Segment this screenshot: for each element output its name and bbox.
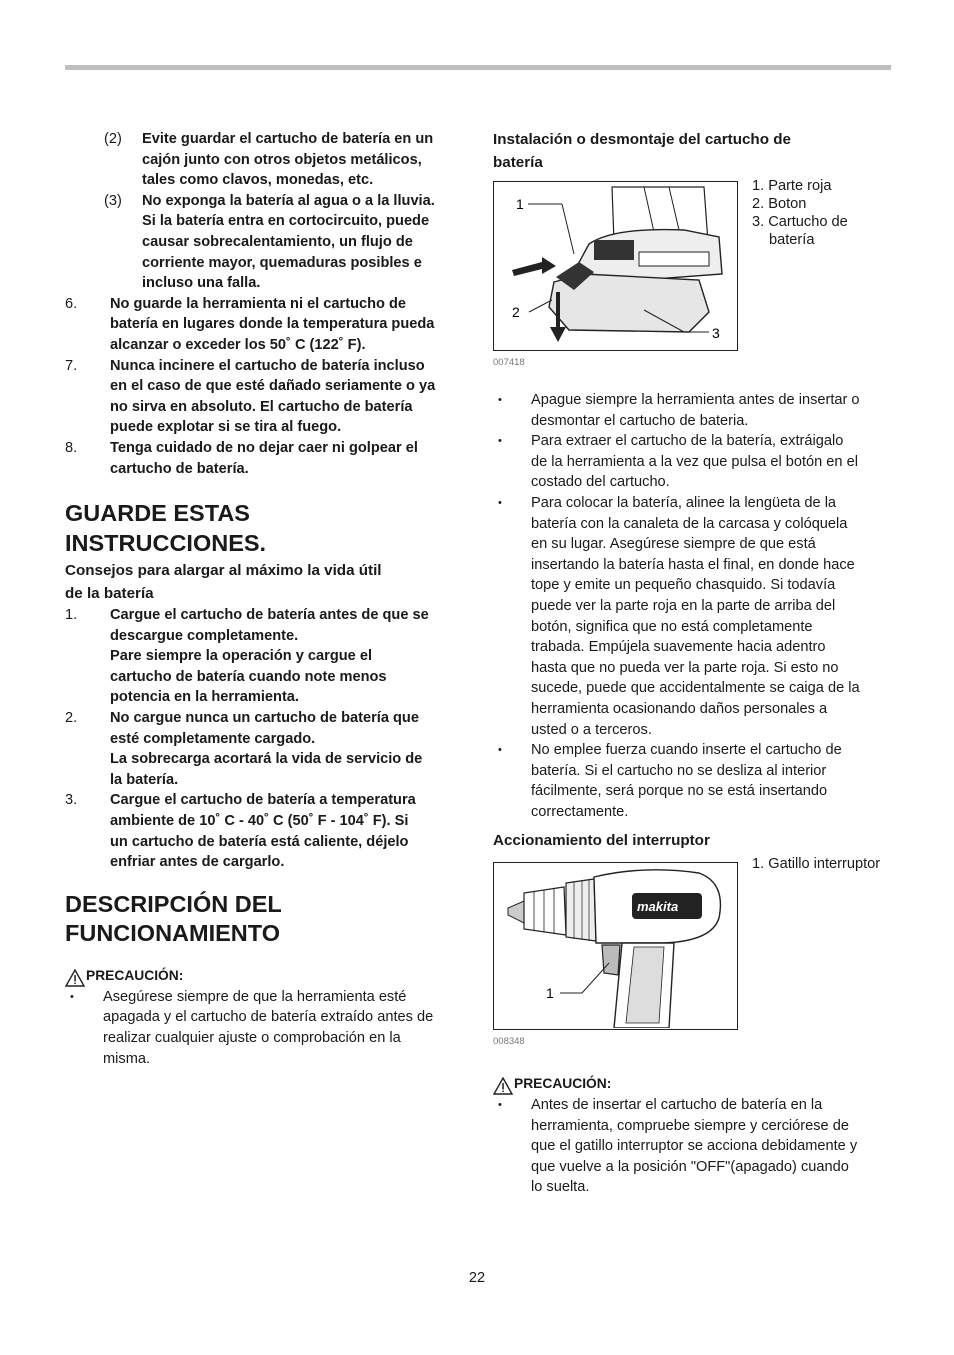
list-item: [65, 191, 462, 294]
warning-icon: [493, 1077, 513, 1095]
item-number: 2.: [65, 710, 78, 727]
text-line: Para extraer el cartucho de la batería, extráigalo: [531, 433, 844, 450]
legend-item: 1. Parte roja: [752, 178, 832, 194]
text-line: Evite guardar el cartucho de batería en un: [142, 131, 434, 147]
battery-illustration: [494, 182, 737, 349]
item-text: [142, 191, 462, 294]
bullet-item: [65, 987, 462, 1069]
list-item: [65, 708, 462, 790]
heading-line: Consejos para alargar al máximo la vida útil: [65, 562, 382, 580]
subsection-heading: Accionamiento del interruptor: [493, 832, 710, 850]
list-item: [65, 790, 462, 872]
item-number: 7.: [65, 357, 78, 374]
text-line: insertando la batería hasta el final, en donde hace: [531, 556, 855, 573]
text-line: en su lugar. Asegúrese siempre de que está: [531, 536, 816, 553]
figure-legend: [752, 177, 891, 249]
caution-label: PRECAUCIÓN:: [86, 968, 184, 984]
text-line: apagada y el cartucho de batería extraído antes de: [103, 1009, 434, 1026]
numbered-list: [65, 294, 462, 479]
list-item: [65, 294, 462, 356]
bullet-text: [531, 493, 891, 740]
list-item: [65, 356, 462, 438]
heading-line: batería: [493, 153, 543, 171]
text-line: lo suelta.: [531, 1179, 590, 1196]
callout-label: 1: [516, 196, 524, 212]
item-text: [142, 129, 462, 191]
item-number: 3.: [65, 792, 78, 809]
text-line: hasta que no pueda ver la parte roja. Si esto no: [531, 659, 839, 676]
section-heading: [65, 890, 462, 949]
figure-code: 008348: [493, 1035, 525, 1047]
text-line: Pare siempre la operación y cargue el: [110, 648, 373, 665]
text-line: No exponga la batería al agua o a la lluvia.: [142, 192, 435, 209]
text-line: cartucho de batería.: [110, 460, 249, 477]
heading-line: GUARDE ESTAS: [65, 500, 250, 527]
figure-frame: [493, 862, 738, 1030]
text-line: Nunca incinere el cartucho de batería incluso: [110, 357, 425, 374]
text-line: alcanzar o exceder los 50˚ C (122˚ F).: [110, 336, 366, 353]
text-line: herramienta, compruebe siempre y cerciórese de: [531, 1117, 849, 1134]
text-line: puede explotar si se tira al fuego.: [110, 419, 342, 436]
bullet-text: [531, 431, 891, 493]
text-line: sucede, puede que accidentalmente se caiga de la: [531, 680, 860, 697]
bullet-item: [493, 740, 891, 822]
text-line: que vuelve a la posición "OFF"(apagado) cuando: [531, 1158, 849, 1175]
text-line: misma.: [103, 1050, 151, 1067]
text-line: realizar cualquier ajuste o comprobación en la: [103, 1030, 401, 1046]
legend-item: 1. Gatillo interruptor: [752, 855, 881, 872]
text-line: en el caso de que esté dañado seriamente o ya: [110, 378, 436, 395]
bullet-dot: •: [70, 990, 74, 1003]
text-line: batería. Si el cartucho no se desliza al interior: [531, 762, 827, 779]
text-line: no sirva en absoluto. El cartucho de batería: [110, 398, 413, 415]
figure-battery-install: [493, 174, 891, 368]
text-line: Apague siempre la herramienta antes de insertar o: [531, 392, 860, 408]
list-item: [65, 129, 462, 191]
text-line: esté completamente cargado.: [110, 730, 316, 747]
text-line: la batería.: [110, 771, 179, 788]
caution-heading: [493, 1073, 891, 1095]
callout-label: 2: [512, 304, 520, 320]
item-number: (3): [104, 192, 122, 209]
page-number: 22: [468, 1270, 486, 1286]
figure-switch: [493, 853, 891, 1053]
bullet-list: [493, 390, 891, 822]
text-line: batería en lugares donde la temperatura pueda: [110, 316, 435, 333]
text-line: desmontar el cartucho de bateria.: [531, 412, 749, 429]
heading-line: INSTRUCCIONES.: [65, 529, 267, 556]
text-line: tales como clavos, monedas, etc.: [142, 172, 374, 189]
bullet-item: [493, 431, 891, 493]
item-text: [110, 438, 462, 479]
text-line: ambiente de 10˚ C - 40˚ C (50˚ F - 104˚ F). Si: [110, 813, 409, 830]
text-line: botón, significa que no está completamente: [531, 618, 813, 635]
heading-line: DESCRIPCIÓN DEL: [65, 890, 282, 917]
caution-label: PRECAUCIÓN:: [514, 1076, 612, 1092]
list-item: [65, 605, 462, 708]
text-line: incluso una falla.: [142, 275, 261, 292]
warning-icon: [65, 969, 85, 987]
text-line: Para colocar la batería, alinee la lengüeta de la: [531, 494, 837, 511]
bullet-item: [493, 390, 891, 431]
caution-heading: [65, 965, 462, 987]
bullet-text: [531, 390, 891, 431]
bullet-text: [103, 987, 462, 1069]
text-line: cajón junto con otros objetos metálicos,: [142, 151, 422, 168]
callout-label: 1: [546, 984, 554, 1001]
text-line: fácilmente, será porque no se está insertando: [531, 783, 828, 800]
legend-item: 3. Cartucho de batería: [752, 214, 848, 248]
bullet-dot: •: [498, 1098, 502, 1111]
bullet-item: [493, 1095, 891, 1198]
bullet-text: [531, 740, 891, 822]
text-line: puede ver la parte roja en la parte de arriba del: [531, 597, 836, 614]
text-line: enfriar antes de cargarlo.: [110, 854, 285, 871]
text-line: usted o a terceros.: [531, 721, 652, 738]
text-line: Asegúrese siempre de que la herramienta esté: [103, 988, 407, 1005]
text-line: herramienta ocasionando daños personales a: [531, 700, 828, 717]
text-line: Si la batería entra en cortocircuito, puede: [142, 213, 430, 230]
drill-illustration: [494, 863, 737, 1028]
text-line: causar sobrecalentamiento, un flujo de: [142, 233, 413, 250]
item-text: [110, 356, 462, 438]
text-line: No cargue nunca un cartucho de batería que: [110, 710, 419, 727]
item-text: [110, 605, 462, 708]
heading-line: FUNCIONAMIENTO: [65, 920, 280, 947]
header-rule: [65, 65, 891, 70]
heading-line: de la batería: [65, 584, 154, 602]
numbered-list-sub: [65, 129, 462, 294]
item-text: [110, 708, 462, 790]
text-line: un cartucho de batería está caliente, déjelo: [110, 833, 409, 850]
legend-item: 2. Boton: [752, 196, 807, 212]
item-number: 8.: [65, 439, 78, 456]
bullet-text: [531, 1095, 891, 1198]
text-line: que el gatillo interruptor se acciona debidamente y: [531, 1138, 858, 1155]
figure-legend: [752, 855, 880, 873]
bullet-dot: •: [498, 496, 502, 509]
text-line: tope y emite un pequeño chasquido. Si todavía: [531, 577, 836, 594]
list-item: [65, 438, 462, 479]
callout-label: 3: [712, 325, 720, 341]
figure-frame: [493, 181, 738, 351]
bullet-item: [493, 493, 891, 740]
text-line: Cargue el cartucho de batería antes de que se: [110, 607, 429, 624]
subsection-heading: [65, 560, 462, 605]
brand-logo: makita: [637, 898, 679, 914]
item-text: [110, 790, 462, 872]
text-line: corriente mayor, quemaduras posibles e: [142, 254, 422, 271]
right-column: [493, 129, 891, 1198]
item-number: 6.: [65, 295, 78, 312]
text-line: cartucho de batería cuando note menos: [110, 668, 387, 685]
text-line: descargue completamente.: [110, 627, 299, 644]
item-text: [110, 294, 462, 356]
text-line: batería con la canaleta de la carcasa y colóquela: [531, 515, 848, 532]
subsection-heading: [493, 129, 891, 174]
text-line: de la herramienta a la vez que pulsa el botón en el: [531, 453, 858, 470]
bullet-dot: •: [498, 744, 502, 757]
section-heading: [65, 499, 462, 558]
text-line: correctamente.: [531, 803, 629, 820]
item-number: 1.: [65, 607, 78, 624]
text-line: trabada. Empújela suavemente hacia adentro: [531, 639, 826, 656]
left-column: [65, 129, 462, 1069]
heading-line: Instalación o desmontaje del cartucho de: [493, 131, 791, 148]
text-line: costado del cartucho.: [531, 474, 670, 491]
figure-code: 007418: [493, 357, 525, 368]
text-line: Tenga cuidado de no dejar caer ni golpear el: [110, 439, 418, 456]
text-line: Cargue el cartucho de batería a temperatura: [110, 792, 416, 809]
text-line: No guarde la herramienta ni el cartucho de: [110, 295, 407, 312]
numbered-list: [65, 605, 462, 873]
text-line: potencia en la herramienta.: [110, 689, 299, 706]
item-number: (2): [104, 131, 122, 147]
text-line: Antes de insertar el cartucho de batería en la: [531, 1096, 823, 1113]
text-line: No emplee fuerza cuando inserte el cartucho de: [531, 742, 842, 759]
bullet-dot: •: [498, 394, 502, 406]
bullet-dot: •: [498, 435, 502, 448]
text-line: La sobrecarga acortará la vida de servicio de: [110, 751, 423, 768]
